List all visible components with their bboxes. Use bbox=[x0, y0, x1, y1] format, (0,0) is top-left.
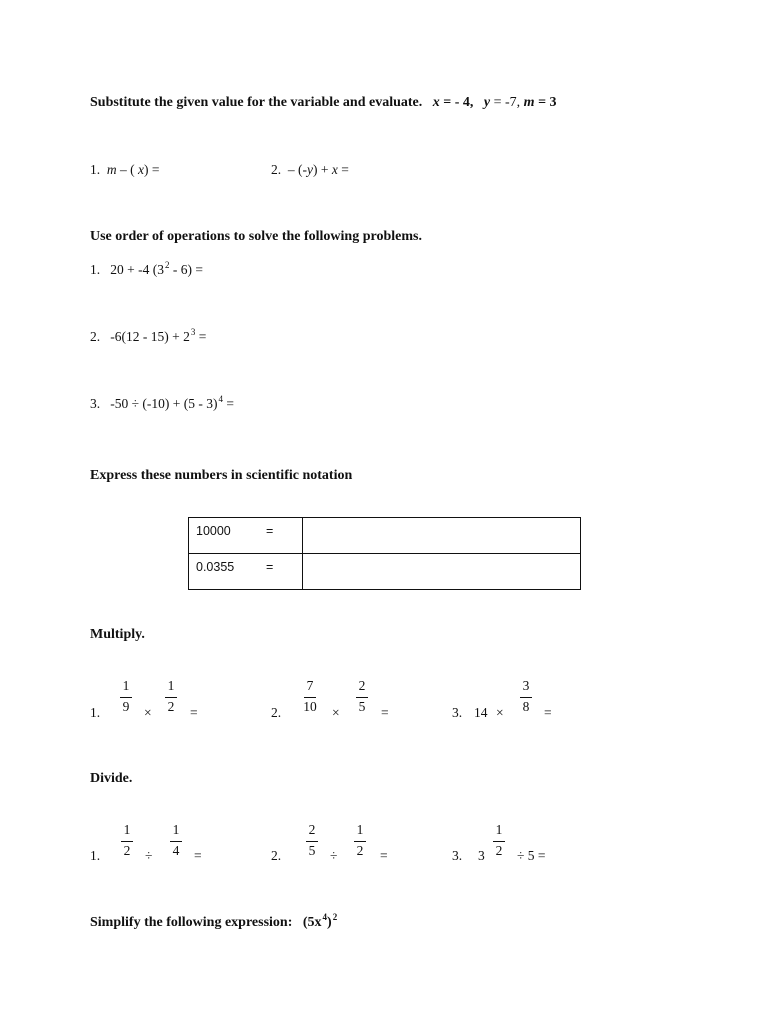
answer-cell[interactable] bbox=[303, 554, 581, 590]
exponent: 3 bbox=[190, 327, 196, 337]
expr-part: – ( bbox=[116, 162, 135, 177]
m-value: = 3 bbox=[534, 95, 557, 110]
numerator: 1 bbox=[356, 822, 364, 837]
numerator: 1 bbox=[167, 678, 175, 693]
equals-sign: = bbox=[544, 705, 552, 720]
numerator: 1 bbox=[123, 822, 131, 837]
denominator: 2 bbox=[123, 843, 131, 858]
exponent: 4 bbox=[322, 912, 328, 922]
denominator: 2 bbox=[356, 843, 364, 858]
answer-cell[interactable] bbox=[303, 518, 581, 554]
expr-part: – (- bbox=[287, 162, 307, 177]
operator: × bbox=[144, 705, 152, 720]
problem-number: 1. bbox=[90, 162, 101, 177]
problem-number: 1. bbox=[90, 848, 101, 863]
denominator: 4 bbox=[172, 843, 180, 858]
section3-heading: Express these numbers in scientific notation bbox=[90, 468, 353, 483]
problem-number: 3. bbox=[452, 848, 463, 863]
denominator: 10 bbox=[303, 699, 317, 714]
x-value: = - 4, bbox=[439, 95, 474, 110]
denominator: 2 bbox=[167, 699, 175, 714]
denominator: 8 bbox=[522, 699, 530, 714]
equals-sign: = bbox=[381, 705, 389, 720]
problem-number: 3. bbox=[90, 396, 101, 411]
var-x: x bbox=[331, 162, 338, 177]
substitute-problem-2 bbox=[271, 162, 349, 178]
var-x: x bbox=[138, 162, 144, 177]
denominator: 5 bbox=[308, 843, 316, 858]
y-label: y bbox=[483, 95, 491, 110]
m-label: m bbox=[523, 95, 535, 110]
expr-part: ) + bbox=[313, 162, 332, 177]
numerator: 3 bbox=[522, 678, 530, 693]
numerator: 7 bbox=[306, 678, 314, 693]
section4-heading: Multiply. bbox=[90, 627, 145, 642]
section1-heading-line bbox=[90, 95, 557, 111]
expr-close: ) bbox=[327, 915, 332, 930]
denominator: 2 bbox=[495, 843, 503, 858]
substitute-problem-1 bbox=[90, 162, 159, 178]
section6-heading-line bbox=[90, 912, 338, 931]
operator: × bbox=[332, 705, 340, 720]
denominator: 9 bbox=[122, 699, 130, 714]
exponent: 2 bbox=[332, 912, 338, 922]
section5-heading: Divide. bbox=[90, 771, 133, 786]
expr-part: - 6) = bbox=[169, 262, 203, 277]
equals-sign: = bbox=[194, 848, 202, 863]
denominator: 5 bbox=[358, 699, 366, 714]
expr-base: (5x bbox=[302, 915, 322, 930]
expr-part: = bbox=[223, 396, 234, 411]
expr-part: -6(12 - 15) + 2 bbox=[110, 329, 190, 344]
problem-number: 3. bbox=[452, 705, 463, 720]
y-value: = -7, bbox=[490, 95, 521, 110]
table-row bbox=[189, 554, 581, 590]
scientific-notation-table bbox=[188, 517, 581, 590]
section1-heading: Substitute the given value for the variable and evaluate. bbox=[90, 95, 423, 110]
exponent: 2 bbox=[164, 260, 170, 270]
equals-sign: = bbox=[266, 560, 274, 574]
numerator: 1 bbox=[172, 822, 180, 837]
number-value: 0.0355 bbox=[196, 560, 235, 574]
order-problem-3 bbox=[90, 396, 234, 412]
numerator: 1 bbox=[495, 822, 503, 837]
order-problem-1 bbox=[90, 262, 203, 278]
table-row bbox=[189, 518, 581, 554]
operator: ÷ bbox=[145, 848, 153, 863]
section6-heading: Simplify the following expression: bbox=[90, 915, 293, 930]
problem-number: 1. bbox=[90, 705, 101, 720]
expression-rest: ÷ 5 = bbox=[517, 848, 546, 863]
numerator: 1 bbox=[122, 678, 130, 693]
order-problem-2 bbox=[90, 329, 206, 345]
exponent: 4 bbox=[218, 394, 223, 404]
problem-number: 1. bbox=[90, 262, 101, 277]
numerator: 2 bbox=[358, 678, 366, 693]
equals-sign: = bbox=[266, 524, 274, 538]
equals-sign: = bbox=[190, 705, 198, 720]
var-m: m bbox=[106, 162, 117, 177]
numerator: 2 bbox=[308, 822, 316, 837]
equals-sign: = bbox=[380, 848, 388, 863]
expr-part: -50 ÷ (-10) + (5 - 3) bbox=[110, 396, 218, 411]
number-cell bbox=[189, 554, 303, 590]
x-label: x bbox=[432, 95, 440, 110]
problem-number: 2. bbox=[271, 162, 282, 177]
expr-part: 20 + -4 (3 bbox=[110, 262, 164, 277]
problem-number: 2. bbox=[271, 848, 282, 863]
expression bbox=[302, 912, 338, 930]
whole-number: 3 bbox=[478, 848, 485, 863]
number-value: 10000 bbox=[196, 524, 231, 538]
operator: × bbox=[496, 705, 504, 720]
section2-heading: Use order of operations to solve the following problems. bbox=[90, 229, 422, 244]
expr-part: = bbox=[337, 162, 349, 177]
number-cell bbox=[189, 518, 303, 554]
operator: ÷ bbox=[330, 848, 338, 863]
problem-number: 2. bbox=[90, 329, 101, 344]
var-y: y bbox=[307, 162, 313, 177]
expr-part: ) = bbox=[144, 162, 160, 177]
whole-number: 14 bbox=[474, 705, 488, 720]
expr-part: = bbox=[195, 329, 207, 344]
problem-number: 2. bbox=[271, 705, 282, 720]
